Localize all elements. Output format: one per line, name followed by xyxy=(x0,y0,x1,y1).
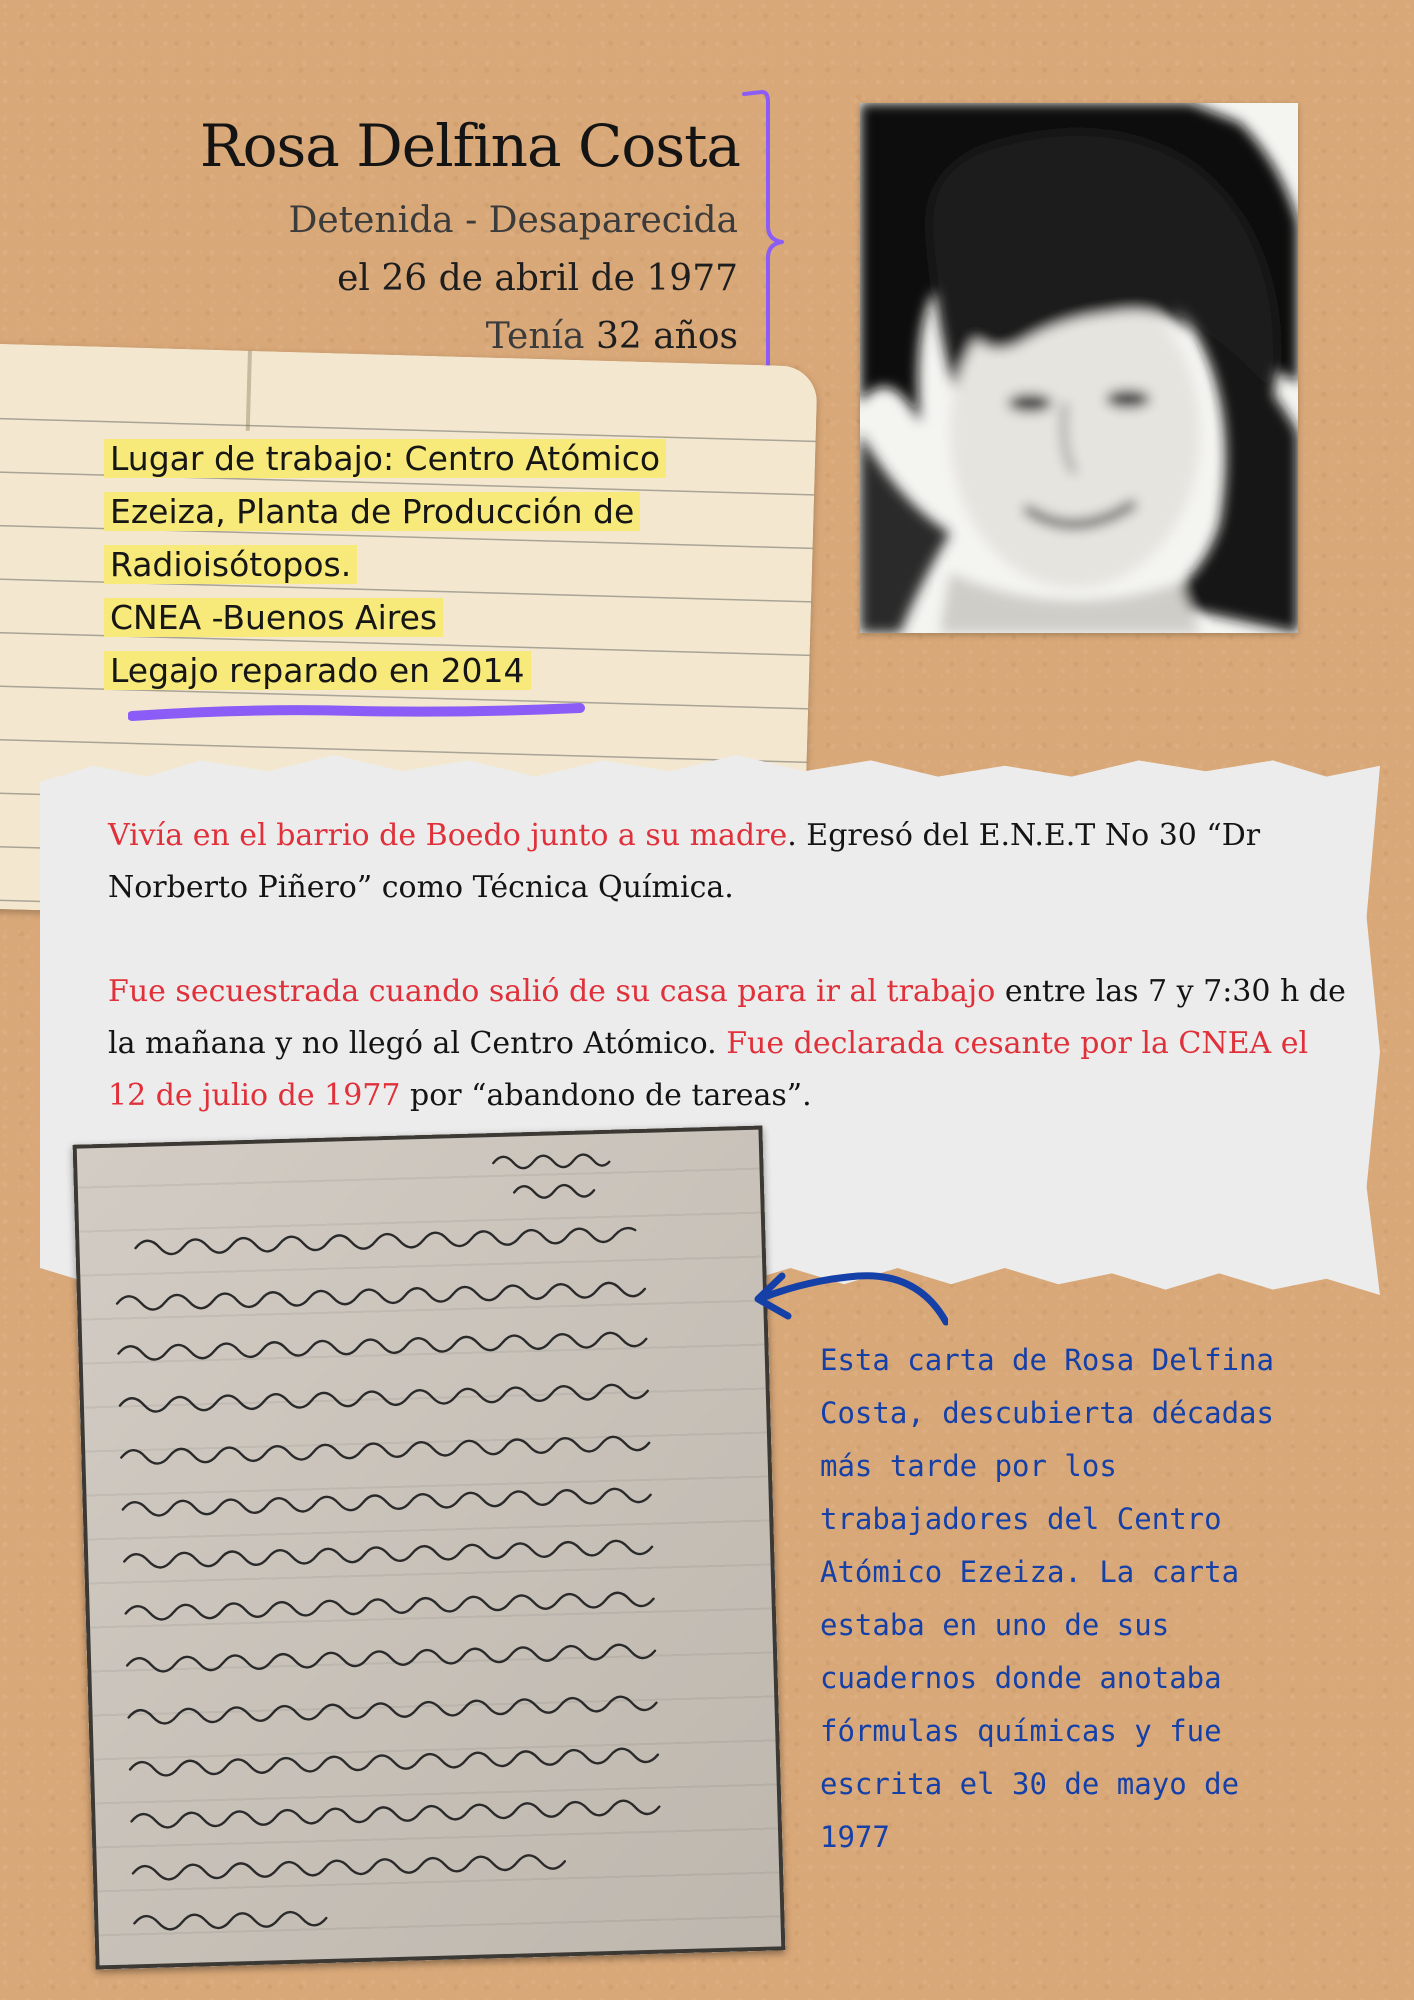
bio-text: por “abandono de tareas”. xyxy=(400,1078,812,1113)
bio-highlight: Fue secuestrada cuando salió de su casa para ir al trabajo xyxy=(108,974,996,1009)
work-line-3: Radioisótopos. xyxy=(104,545,357,584)
bio-paragraph-2 xyxy=(108,966,1348,1122)
age-line xyxy=(486,316,738,357)
bio-highlight: Fue declarada cesante por la CNEA el 12 de julio de 1977 xyxy=(108,1026,1309,1113)
bio-paragraph-1 xyxy=(108,810,1348,914)
work-line-5: Legajo reparado en 2014 xyxy=(104,651,531,690)
purple-underline xyxy=(128,702,588,726)
work-line-1: Lugar de trabajo: Centro Atómico xyxy=(104,439,666,478)
status-line: Detenida - Desaparecida xyxy=(288,200,738,241)
work-line-2: Ezeiza, Planta de Producción de xyxy=(104,492,640,531)
bio-highlight: Vivía en el barrio de Boedo junto a su madre xyxy=(108,818,788,853)
letter-caption: Esta carta de Rosa Delfina Costa, descubierta décadas más tarde por los trabajadores del Centro Atómico Ezeiza. La carta estaba en uno de sus cuadernos donde anotaba fórmulas químicas y fue escrita el 30 de mayo de 1977 xyxy=(820,1343,1274,1854)
date-line: el 26 de abril de 1977 xyxy=(337,258,738,299)
age-value: 32 años xyxy=(595,316,738,357)
person-name: Rosa Delfina Costa xyxy=(199,112,740,180)
work-info xyxy=(104,432,804,697)
bio-text: . Egresó del E.N.E.T No 30 “Dr Norberto Piñero” como Técnica Química. xyxy=(108,818,1261,905)
age-prefix: Tenía xyxy=(485,316,585,357)
bio-text: entre las 7 y 7:30 h de la mañana y no llegó al Centro Atómico. xyxy=(108,974,1346,1061)
biography xyxy=(108,810,1348,1174)
portrait-photo xyxy=(860,103,1298,633)
work-line-4: CNEA -Buenos Aires xyxy=(104,598,443,637)
handwritten-letter xyxy=(73,1126,786,1970)
